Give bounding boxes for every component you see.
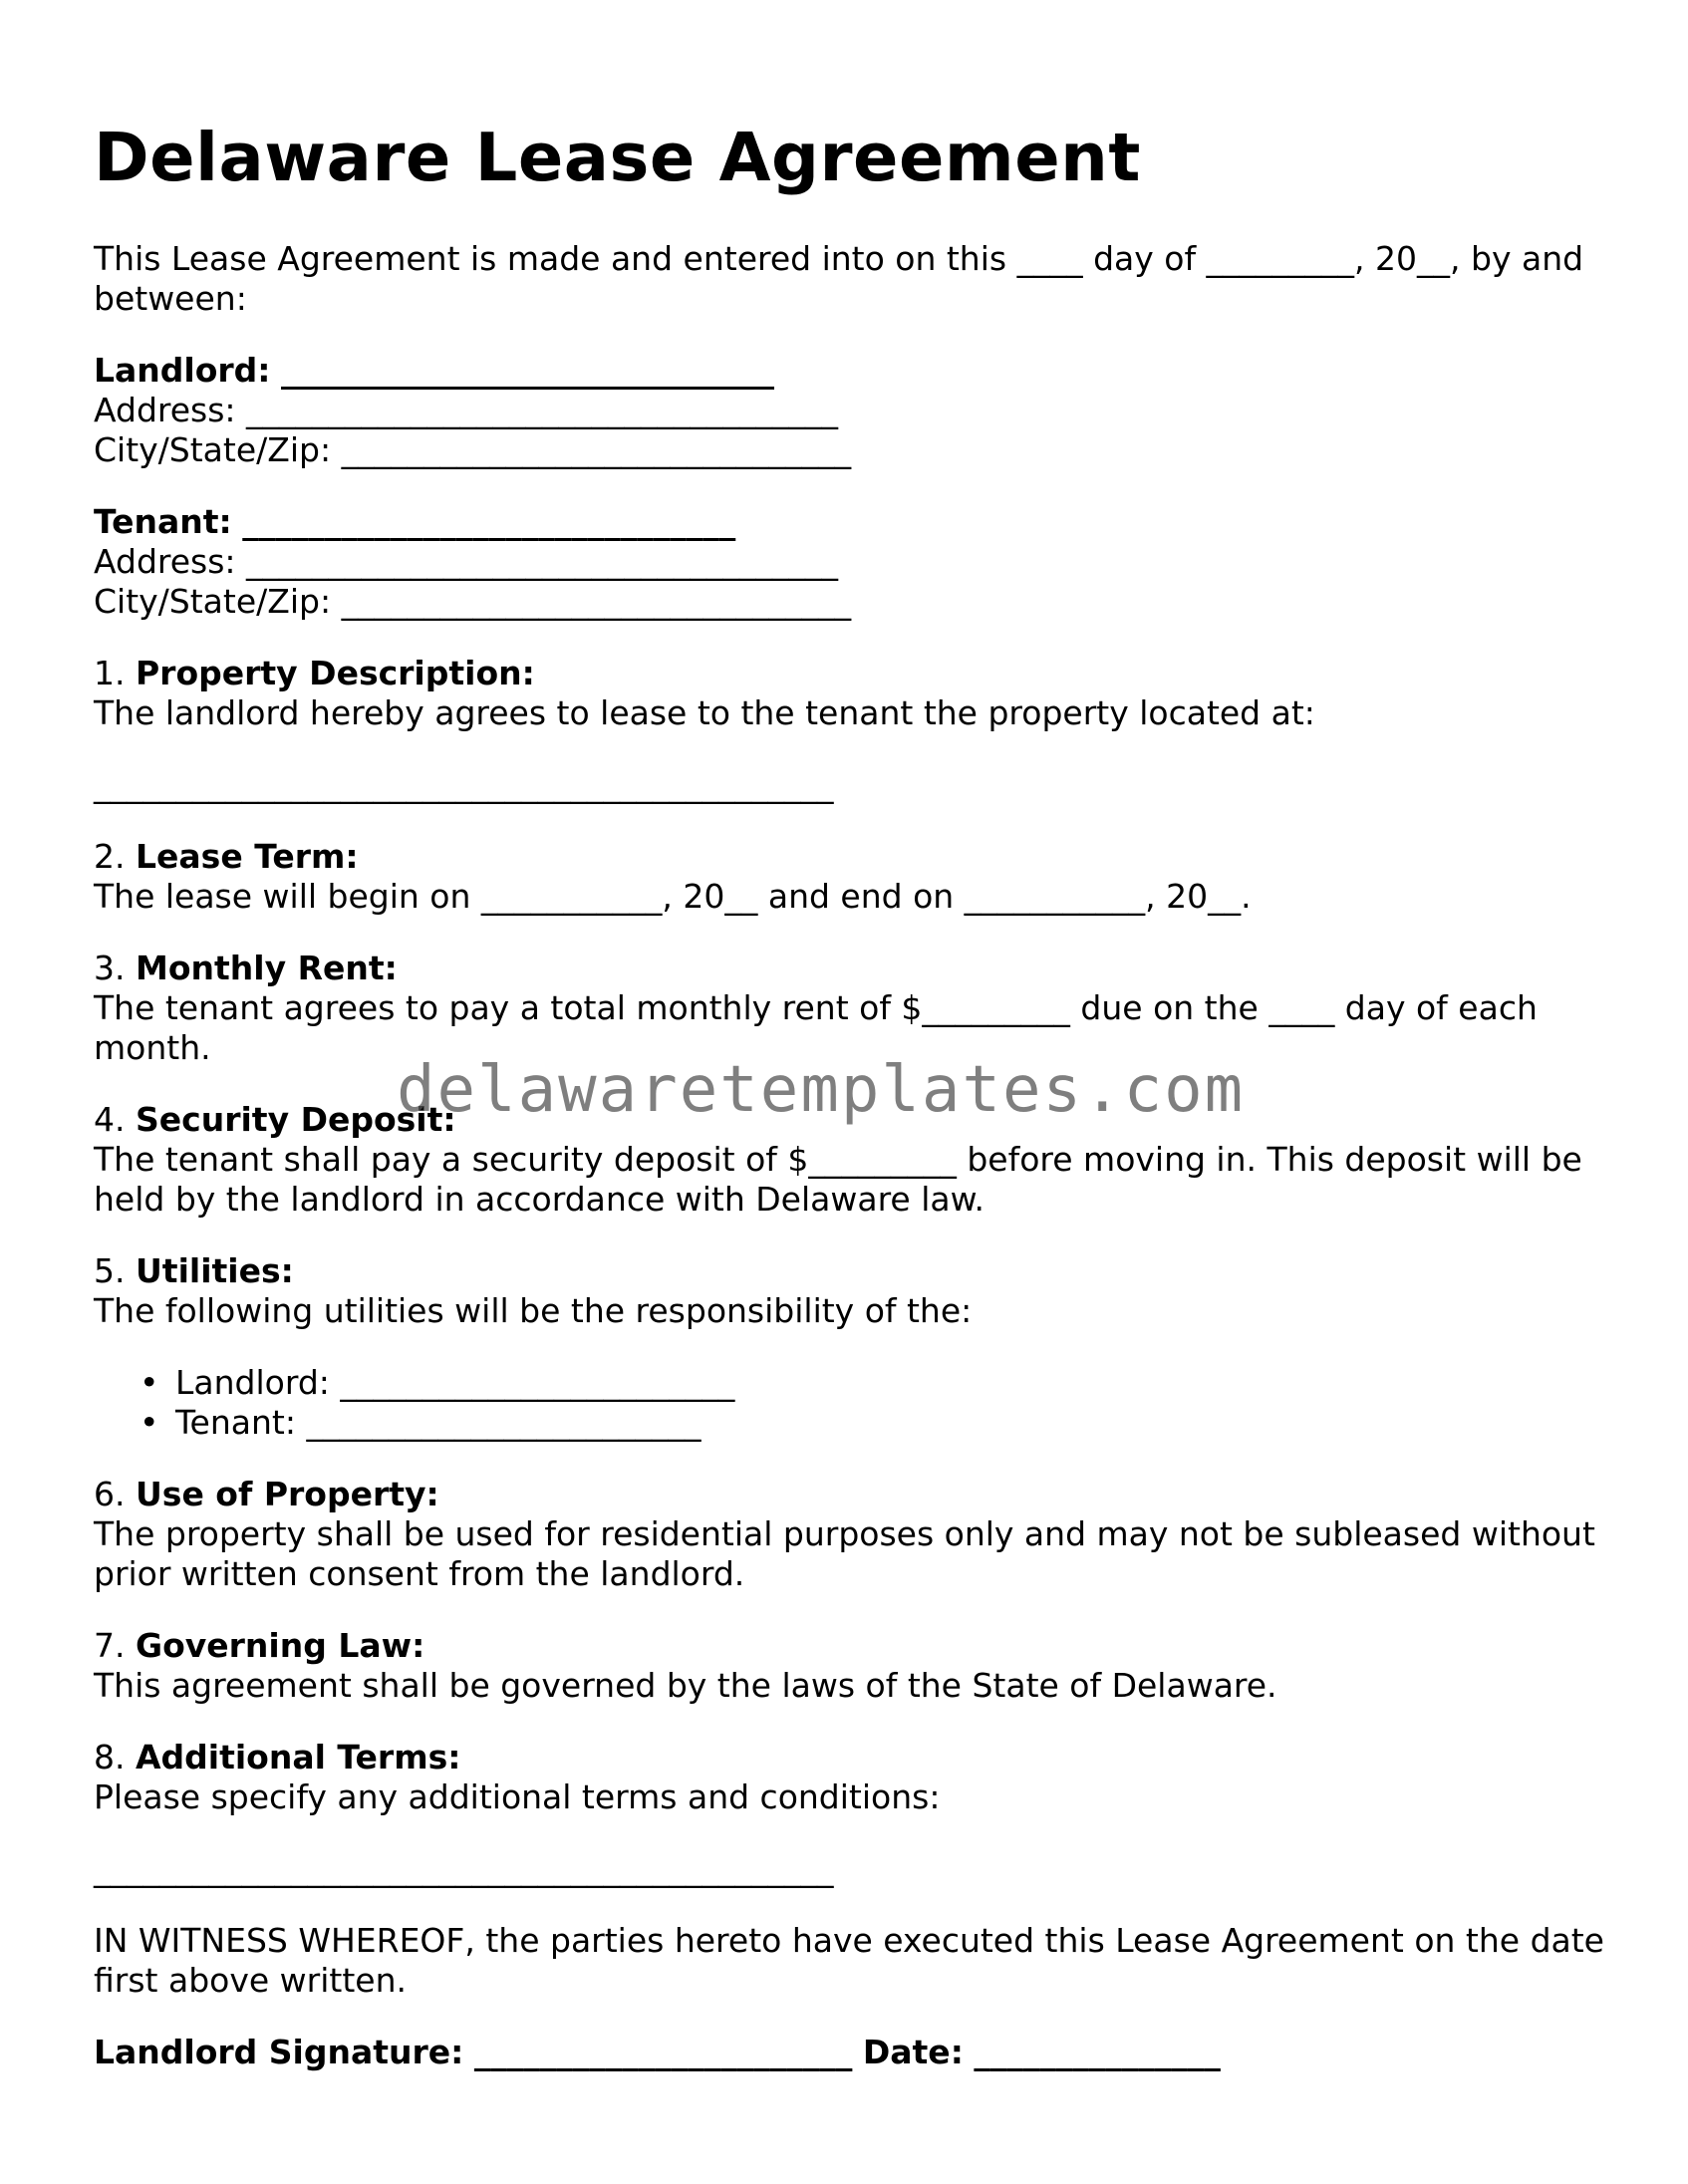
section-number: 8.: [94, 1738, 126, 1776]
tenant-block: [94, 502, 1628, 622]
section-title: Property Description:: [136, 654, 535, 692]
landlord-city-blank: _______________________________: [341, 430, 852, 469]
tenant-name-blank: ______________________________: [242, 502, 736, 541]
tenant-city-label: City/State/Zip:: [94, 582, 332, 621]
watermark-text: delawaretemplates.com: [397, 1053, 1246, 1127]
utility-landlord: Landlord: ________________________: [175, 1363, 735, 1402]
section-title: Governing Law:: [136, 1626, 425, 1665]
section-number: 4.: [94, 1100, 126, 1139]
section-text: The landlord hereby agrees to lease to the tenant the property located at:: [94, 693, 1315, 732]
landlord-name-line: [94, 351, 1628, 391]
intro-paragraph: This Lease Agreement is made and entered into on this ____ day of _________, 20__, by and between:: [94, 239, 1584, 318]
section-rent: [94, 949, 1628, 1068]
section-use-heading: [94, 1475, 1628, 1514]
tenant-city-line: [94, 582, 1628, 622]
section-text: The following utilities will be the responsibility of the:: [94, 1291, 973, 1330]
section-title: Monthly Rent:: [136, 949, 398, 987]
section-property: [94, 654, 1628, 733]
section-additional-heading: [94, 1738, 1628, 1777]
section-number: 5.: [94, 1251, 126, 1290]
witness-paragraph: IN WITNESS WHEREOF, the parties hereto have executed this Lease Agreement on the date first above written.: [94, 1921, 1604, 2000]
section-number: 2.: [94, 837, 126, 876]
section-number: 1.: [94, 654, 126, 692]
section-title: Utilities:: [136, 1251, 294, 1290]
tenant-name-line: [94, 502, 1628, 542]
landlord-block: [94, 351, 1628, 470]
tenant-address-blank: ____________________________________: [246, 542, 839, 581]
tenant-address-line: [94, 542, 1628, 582]
list-item: [140, 1403, 1628, 1443]
landlord-address-label: Address:: [94, 391, 236, 429]
section-rent-heading: [94, 949, 1628, 988]
additional-terms-blank: _____________________________________________: [94, 1849, 834, 1888]
section-term: [94, 837, 1628, 917]
signature-line: [94, 2033, 1628, 2072]
section-number: 7.: [94, 1626, 126, 1665]
section-title: Lease Term:: [136, 837, 359, 876]
property-address-blank: _____________________________________________: [94, 765, 834, 804]
date-blank: _______________: [974, 2033, 1221, 2071]
page-title: Delaware Lease Agreement: [94, 119, 1141, 196]
utilities-list: [94, 1363, 1628, 1443]
section-number: 6.: [94, 1475, 126, 1513]
landlord-address-line: [94, 391, 1628, 430]
section-property-heading: [94, 654, 1628, 693]
section-text: Please specify any additional terms and conditions:: [94, 1777, 941, 1816]
signature-label: Landlord Signature:: [94, 2033, 464, 2071]
section-text: The property shall be used for residential purposes only and may not be subleased without prior written consent from the landlord.: [94, 1514, 1595, 1593]
section-title: Security Deposit:: [136, 1100, 456, 1139]
section-text: This agreement shall be governed by the laws of the State of Delaware.: [94, 1666, 1277, 1705]
section-text: The lease will begin on ___________, 20__ and end on ___________, 20__.: [94, 877, 1252, 916]
section-text: The tenant shall pay a security deposit of $_________ before moving in. This deposit will be held by the landlord in accordance with Delaware law.: [94, 1140, 1582, 1219]
date-label: Date:: [862, 2033, 964, 2071]
landlord-city-label: City/State/Zip:: [94, 430, 332, 469]
utility-tenant: Tenant: ________________________: [175, 1403, 702, 1442]
section-title: Use of Property:: [136, 1475, 439, 1513]
section-use: [94, 1475, 1628, 1594]
tenant-address-label: Address:: [94, 542, 236, 581]
landlord-label: Landlord:: [94, 351, 271, 390]
section-additional: [94, 1738, 1628, 1817]
section-law: [94, 1626, 1628, 1706]
section-utilities: [94, 1251, 1628, 1331]
tenant-city-blank: _______________________________: [341, 582, 852, 621]
section-term-heading: [94, 837, 1628, 877]
signature-row: [94, 2033, 1628, 2072]
signature-blank: _______________________: [473, 2033, 853, 2071]
section-law-heading: [94, 1626, 1628, 1666]
tenant-label: Tenant:: [94, 502, 232, 541]
list-item: [140, 1363, 1628, 1403]
section-text: The tenant agrees to pay a total monthly rent of $_________ due on the ____ day of each month.: [94, 988, 1538, 1067]
landlord-address-blank: ____________________________________: [246, 391, 839, 429]
section-title: Additional Terms:: [136, 1738, 461, 1776]
section-number: 3.: [94, 949, 126, 987]
landlord-city-line: [94, 430, 1628, 470]
bullet-icon: •: [140, 1363, 159, 1402]
bullet-icon: •: [140, 1403, 159, 1442]
section-utilities-heading: [94, 1251, 1628, 1291]
landlord-name-blank: ______________________________: [281, 351, 774, 390]
